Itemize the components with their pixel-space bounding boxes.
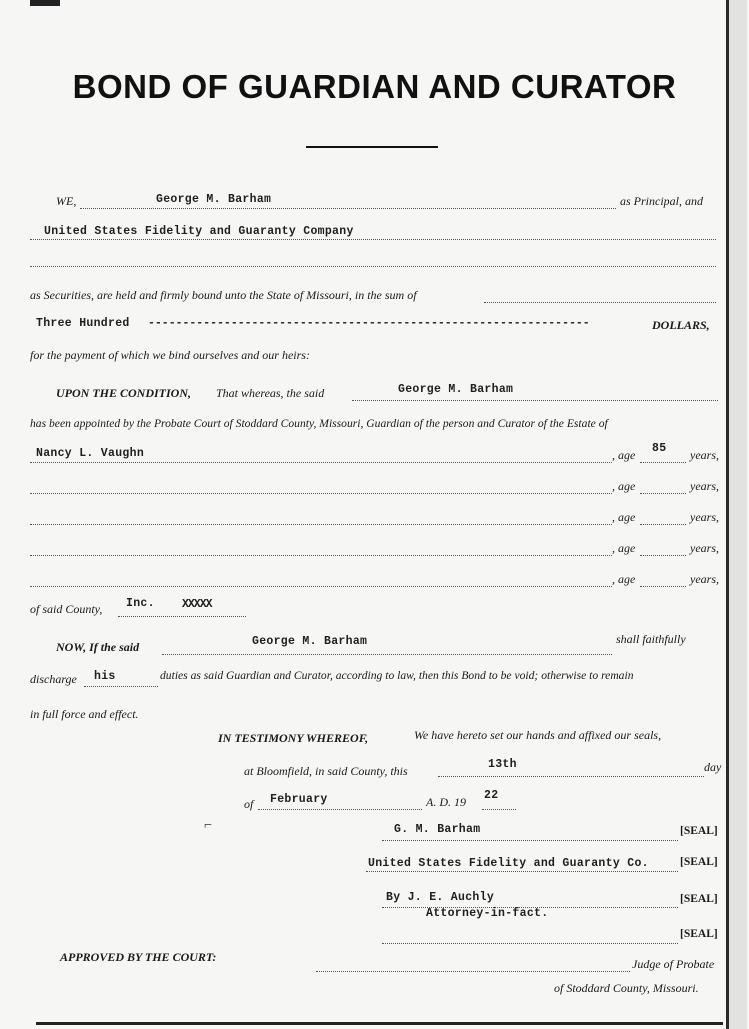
discharge-text: duties as said Guardian and Curator, according to law, then this Bond to be void; otherwise to remain (160, 669, 634, 682)
now-fill-line (162, 640, 612, 655)
county-value: Inc. (126, 597, 155, 610)
ward-age-label: , age (612, 572, 636, 586)
sum-words: Three Hundred (36, 317, 130, 330)
now-label: NOW, If the said (56, 640, 140, 654)
seal-label: [SEAL] (680, 893, 718, 905)
judge-county-text: of Stoddard County, Missouri. (554, 981, 699, 995)
county-struck-text: XXXXX (182, 598, 212, 611)
ad-label: A. D. 19 (426, 795, 466, 809)
dollars-label: DOLLARS, (652, 318, 710, 332)
county-label: of said County, (30, 602, 103, 616)
top-edge-mark (30, 0, 60, 6)
securities-text: as Securities, are held and firmly bound unto the State of Missouri, in the sum of (30, 288, 417, 302)
day-value: 13th (488, 758, 517, 771)
document-title: BOND OF GUARDIAN AND CURATOR (72, 68, 677, 105)
ward-name-fill (30, 541, 612, 556)
surety-name: United States Fidelity and Guaranty Company (44, 225, 354, 238)
ward-name-fill (30, 510, 612, 525)
day-fill-line (438, 762, 704, 777)
bottom-border-rule (36, 1022, 723, 1025)
judge-label: Judge of Probate (632, 957, 715, 971)
ward-age-label: , age (612, 479, 636, 493)
signature-fill-line (382, 929, 678, 944)
pen-tick-mark: ⌐ (204, 818, 212, 833)
condition-name: George M. Barham (398, 383, 514, 396)
ward-age-label: , age (612, 541, 636, 555)
judge-fill-line (316, 957, 630, 972)
condition-text: That whereas, the said (216, 386, 325, 400)
page-edge-border (726, 0, 729, 1029)
seal-label: [SEAL] (680, 856, 718, 868)
ward-years-label: years, (690, 448, 719, 462)
of-label: of (244, 797, 254, 811)
seal-label: [SEAL] (680, 825, 718, 837)
month-value: February (270, 793, 328, 806)
ward-name-fill (30, 479, 612, 494)
testimony-label: IN TESTIMONY WHEREOF, (218, 731, 369, 745)
securities-fill-line (484, 288, 716, 303)
ward-age-fill (640, 479, 686, 494)
ward-age-label: , age (612, 510, 636, 524)
attorney-in-fact-text: Attorney-in-fact. (426, 907, 549, 920)
ward-name: Nancy L. Vaughn (36, 447, 145, 460)
year-value: 22 (484, 789, 499, 802)
discharge-label: discharge (30, 672, 77, 686)
now-name: George M. Barham (252, 635, 368, 648)
seal-label: [SEAL] (680, 928, 718, 940)
signature-name: By J. E. Auchly (386, 891, 495, 904)
shall-faithfully-label: shall faithfully (616, 632, 686, 646)
approved-label: APPROVED BY THE COURT: (60, 950, 217, 964)
blank-fill-line (30, 252, 716, 267)
appointed-text: has been appointed by the Probate Court of Stoddard County, Missouri, Guardian of the person and Curator of the Estate of (30, 417, 608, 430)
sum-dashes: ---------------------------------------------------------------- (148, 317, 590, 330)
ward-years-label: years, (690, 572, 719, 586)
full-force-text: in full force and effect. (30, 707, 139, 721)
title-underline (306, 146, 438, 148)
condition-label: UPON THE CONDITION, (56, 386, 191, 400)
as-principal-label: as Principal, and (620, 194, 703, 208)
ward-years-label: years, (690, 541, 719, 555)
at-line-text: at Bloomfield, in said County, this (244, 764, 408, 778)
ward-age-fill (640, 572, 686, 587)
principal-name: George M. Barham (156, 193, 272, 206)
payment-text: for the payment of which we bind ourselves and our heirs: (30, 348, 310, 362)
ward-age: 85 (652, 442, 667, 455)
page-edge-shadow (729, 0, 747, 1029)
ward-name-fill (30, 572, 612, 587)
day-label: day (704, 760, 722, 774)
ward-age-fill (640, 541, 686, 556)
ward-years-label: years, (690, 479, 719, 493)
discharge-pronoun: his (94, 670, 116, 683)
ward-age-fill (640, 510, 686, 525)
signature-name: G. M. Barham (394, 823, 481, 836)
signature-name: United States Fidelity and Guaranty Co. (368, 857, 649, 870)
ward-years-label: years, (690, 510, 719, 524)
ward-age-label: , age (612, 448, 636, 462)
testimony-text: We have hereto set our hands and affixed our seals, (414, 728, 662, 742)
we-label: WE, (56, 194, 77, 208)
